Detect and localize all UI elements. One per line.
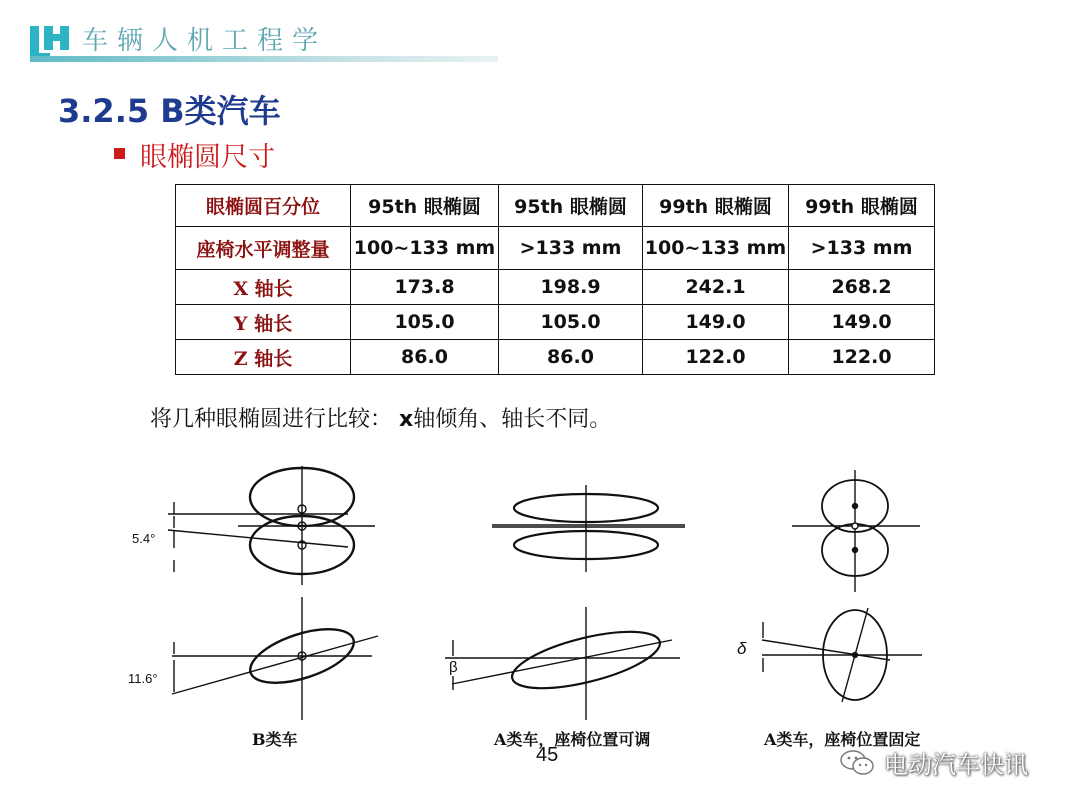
- table-header-cell: 99th 眼椭圆: [789, 185, 935, 227]
- row-label: Z 轴长: [176, 340, 351, 375]
- header-rule: [30, 56, 498, 62]
- eye-ellipse-table: [175, 184, 935, 375]
- caption-a-class-fixed: A类车，座椅位置固定: [764, 730, 921, 749]
- table-header-row: [176, 185, 935, 227]
- watermark: [838, 745, 1028, 780]
- table-cell: 105.0: [499, 305, 643, 340]
- table-row: [176, 305, 935, 340]
- table-cell: 149.0: [643, 305, 789, 340]
- table-cell: 268.2: [789, 270, 935, 305]
- wechat-icon: [838, 748, 878, 778]
- comparison-text-b: 轴倾角、轴长不同。: [413, 407, 612, 432]
- caption-a-class-adjustable: A类车，座椅位置可调: [494, 730, 651, 749]
- angle-label-11-6: 11.6°: [128, 671, 158, 686]
- table-cell: 105.0: [351, 305, 499, 340]
- a-class-adjustable-top-diagram: [492, 485, 685, 572]
- row-label: 座椅水平调整量: [176, 227, 351, 270]
- b-class-bottom-diagram: [172, 597, 378, 720]
- delta-label: δ: [737, 639, 747, 658]
- table-cell: 100~133 mm: [643, 227, 789, 270]
- comparison-axis: x: [399, 407, 414, 432]
- table-cell: 122.0: [789, 340, 935, 375]
- course-title: 车辆人机工程学: [82, 26, 328, 56]
- a-class-fixed-top-diagram: [792, 470, 920, 592]
- table-cell: >133 mm: [499, 227, 643, 270]
- table-cell: 100~133 mm: [351, 227, 499, 270]
- comparison-note: [150, 402, 611, 433]
- table-cell: 86.0: [499, 340, 643, 375]
- page-number: 45: [536, 744, 559, 766]
- eye-ellipse-diagrams: [0, 455, 1080, 745]
- a-class-adjustable-bottom-diagram: [445, 607, 680, 720]
- table-cell: 149.0: [789, 305, 935, 340]
- table-row: [176, 227, 935, 270]
- watermark-text: 电动汽车快讯: [884, 751, 1028, 779]
- subheading: 眼椭圆尺寸: [140, 142, 275, 173]
- angle-label-5-4: 5.4°: [132, 531, 156, 546]
- table-cell: 86.0: [351, 340, 499, 375]
- table-header-cell: 95th 眼椭圆: [499, 185, 643, 227]
- caption-b-class: B类车: [252, 730, 298, 749]
- table-cell: 122.0: [643, 340, 789, 375]
- row-label: Y 轴长: [176, 305, 351, 340]
- table-row: [176, 270, 935, 305]
- table-row: [176, 340, 935, 375]
- table-header-cell: 99th 眼椭圆: [643, 185, 789, 227]
- section-heading: 3.2.5 B类汽车: [58, 92, 281, 130]
- beta-label: β: [449, 659, 458, 676]
- table-cell: >133 mm: [789, 227, 935, 270]
- a-class-fixed-bottom-diagram: [762, 608, 922, 702]
- bullet-icon: [114, 148, 125, 159]
- table-header-cell: 95th 眼椭圆: [351, 185, 499, 227]
- b-class-top-diagram: [168, 466, 375, 585]
- table-cell: 198.9: [499, 270, 643, 305]
- table-cell: 173.8: [351, 270, 499, 305]
- row-label: X 轴长: [176, 270, 351, 305]
- table-header-cell: 眼椭圆百分位: [176, 185, 351, 227]
- comparison-text-a: 将几种眼椭圆进行比较：: [150, 407, 393, 432]
- table-cell: 242.1: [643, 270, 789, 305]
